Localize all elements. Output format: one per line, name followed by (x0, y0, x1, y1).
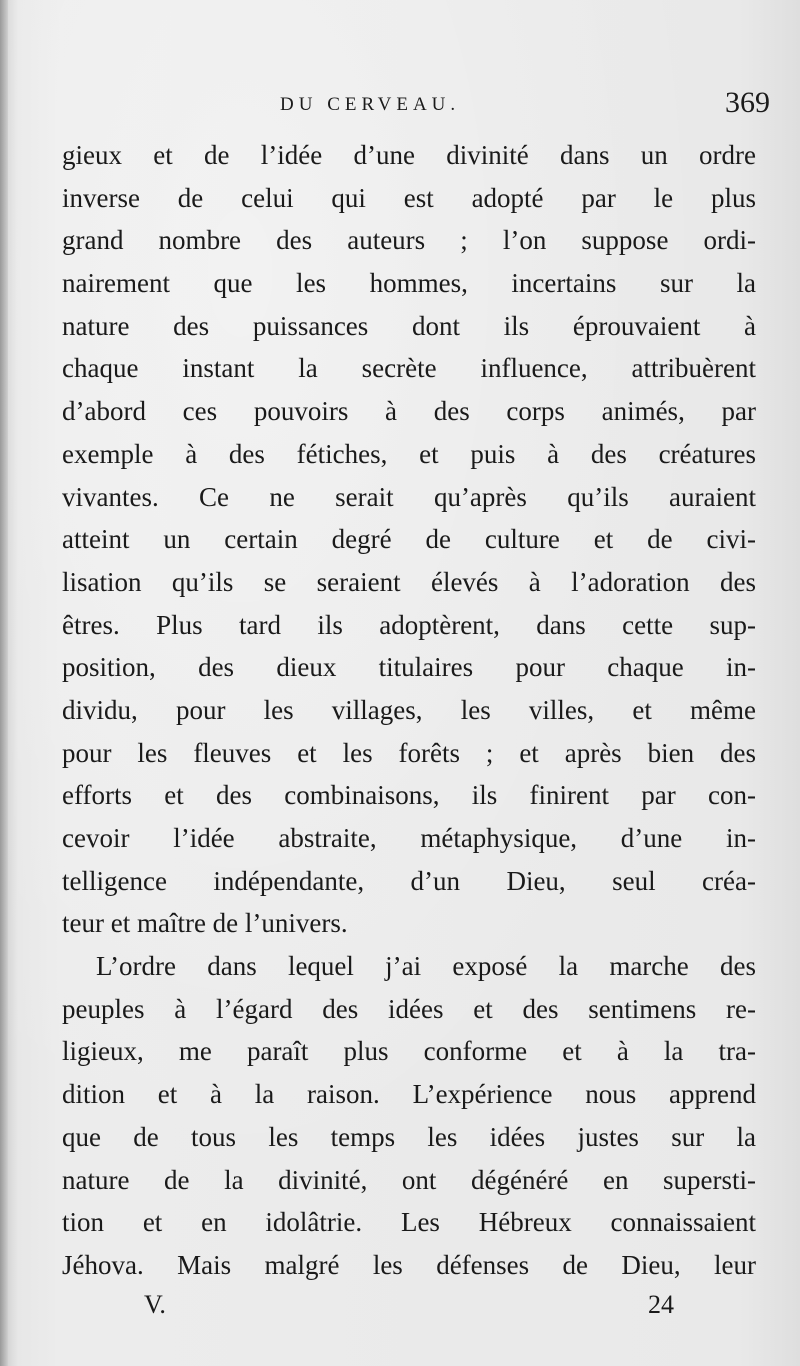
text-line: êtres. Plus tard ils adoptèrent, dans cette sup- (62, 609, 756, 640)
text-line: nairement que les hommes, incertains sur la (62, 268, 756, 299)
text-line: que de tous les temps les idées justes sur la (62, 1121, 756, 1152)
text-line: ligieux, me paraît plus conforme et à la tra- (62, 1036, 756, 1067)
text-line: nature des puissances dont ils éprouvaient à (62, 310, 756, 341)
text-line: position, des dieux titulaires pour chaque in- (62, 652, 756, 683)
page-header (62, 86, 770, 126)
page-edge-shadow (0, 0, 8, 1366)
text-line: cevoir l’idée abstraite, métaphysique, d’une in- (62, 823, 756, 853)
text-line: atteint un certain degré de culture et de civi- (62, 524, 756, 555)
text-line: dividu, pour les villages, les villes, et même (62, 694, 756, 725)
signature-mark: V. (144, 1290, 166, 1319)
text-line: Jéhova. Mais malgré les défenses de Dieu, leur (62, 1249, 756, 1280)
text-line: dition et à la raison. L’expérience nous apprend (62, 1079, 756, 1110)
text-line: vivantes. Ce ne serait qu’après qu’ils auraient (62, 481, 756, 512)
text-line: efforts et des combinaisons, ils finirent par con- (62, 780, 756, 811)
text-line: grand nombre des auteurs ; l’on suppose ordi- (62, 225, 756, 256)
running-head: DU CERVEAU. (280, 94, 461, 115)
paragraph-end-line: teur et maître de l’univers. (62, 908, 348, 939)
text-line: nature de la divinité, ont dégénéré en supersti- (62, 1164, 756, 1195)
paragraph-start-line: L’ordre dans lequel j’ai exposé la marche des (96, 951, 756, 982)
text-line: exemple à des fétiches, et puis à des créatures (62, 438, 756, 469)
folio-number: 24 (648, 1290, 674, 1319)
text-line: lisation qu’ils se seraient élevés à l’adoration des (62, 566, 756, 597)
text-line: tion et en idolâtrie. Les Hébreux connaissaient (62, 1207, 756, 1238)
text-line: gieux et de l’idée d’une divinité dans un ordre (62, 140, 756, 170)
text-line: d’abord ces pouvoirs à des corps animés, par (62, 396, 756, 427)
page-footer (62, 1290, 756, 1330)
page-number: 369 (725, 86, 770, 119)
text-line: peuples à l’égard des idées et des sentimens re- (62, 993, 756, 1024)
text-line: telligence indépendante, d’un Dieu, seul créa- (62, 865, 756, 896)
text-line: pour les fleuves et les forêts ; et après bien des (62, 737, 756, 768)
text-line: chaque instant la secrète influence, attribuèrent (62, 353, 756, 384)
text-line: inverse de celui qui est adopté par le plus (62, 182, 756, 213)
body-text (62, 134, 756, 1287)
